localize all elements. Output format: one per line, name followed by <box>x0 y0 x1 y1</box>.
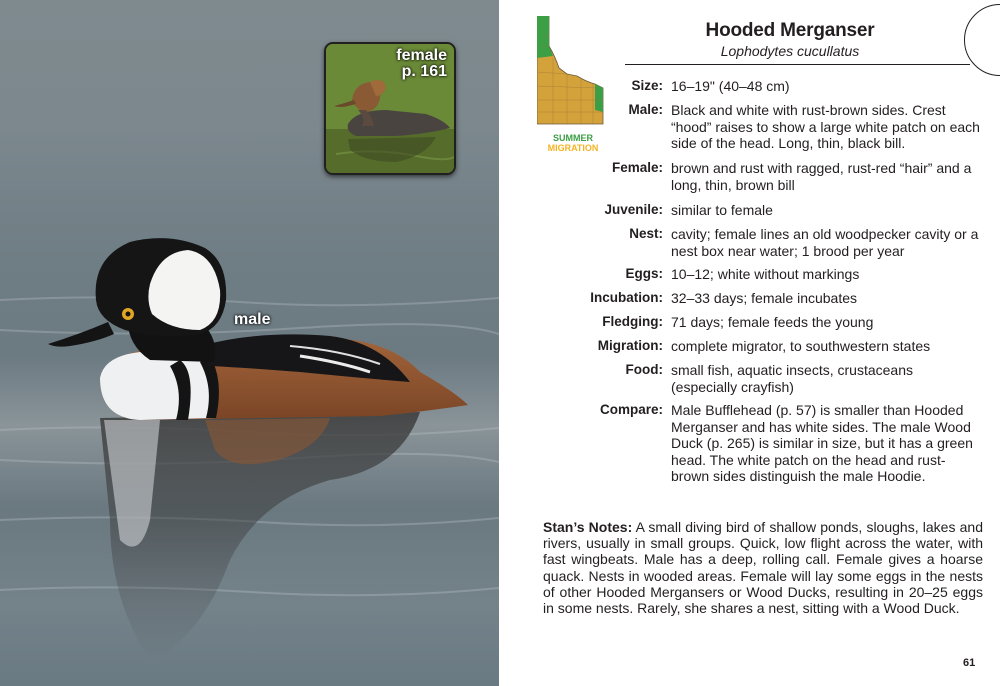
text-page <box>501 0 1000 686</box>
female-reference-label <box>396 48 447 80</box>
photo-page <box>0 0 499 686</box>
color-tab-indicator <box>964 4 1000 76</box>
fact-value: Black and white with rust-brown sides. Crest “hood” raises to show a large white patch on each side of the head. Long, thin, black bill. <box>671 102 980 151</box>
species-common-name: Hooded Merganser <box>705 20 875 41</box>
fact-value: brown and rust with ragged, rust-red “hair” and a long, thin, brown bill <box>671 160 972 193</box>
fact-label: Migration: <box>597 338 663 353</box>
fact-label: Food: <box>625 362 663 377</box>
legend-migration: MIGRATION <box>547 143 599 153</box>
fact-label: Fledging: <box>602 314 663 329</box>
fact-value: small fish, aquatic insects, crustaceans (especially crayfish) <box>671 362 913 395</box>
fact-label: Eggs: <box>625 266 663 281</box>
female-label-text: female <box>396 47 447 64</box>
notes-label: Stan’s Notes: <box>543 519 633 535</box>
map-legend <box>537 133 609 153</box>
fact-value: complete migrator, to southwestern states <box>671 338 931 354</box>
male-photo-label: male <box>234 311 271 328</box>
female-inset-photo <box>324 42 456 175</box>
page-number: 61 <box>963 657 976 669</box>
notes-text: A small diving bird of shallow ponds, sloughs, lakes and rivers, usually in small groups. Quick, low flight across the water, with fast wingbeats. Male has a deep, rolling call. Female gives a hoarse quack. Nests in wooded areas. Female will lay some eggs in the nests of other Hooded Mergansers or Wood Ducks, resulting in 20–25 eggs in some nests. Rarely, she shares a nest, sitting with a Wood Duck. <box>543 519 983 617</box>
fact-label: Male: <box>628 102 663 117</box>
fact-label: Juvenile: <box>604 202 663 217</box>
fact-value: 32–33 days; female incubates <box>671 290 858 306</box>
fact-label: Incubation: <box>590 290 663 305</box>
fact-value: Male Bufflehead (p. 57) is smaller than Hooded Merganser and has white sides. The male Wood Duck (p. 265) is similar in size, but it has a green head. The white patch on the head and rust-brown sides distinguish the male Hoodie. <box>671 402 973 484</box>
fact-value: cavity; female lines an old woodpecker cavity or a nest box near water; 1 brood per year <box>671 226 979 259</box>
stans-notes <box>543 519 983 616</box>
fact-label: Size: <box>631 78 663 93</box>
summer-range-north <box>537 16 553 58</box>
female-page-ref: p. 161 <box>401 63 447 80</box>
fact-value: 16–19" (40–48 cm) <box>671 78 790 94</box>
legend-summer: SUMMER <box>553 133 593 143</box>
fact-label: Female: <box>611 160 663 175</box>
species-scientific-name: Lophodytes cucullatus <box>720 43 860 59</box>
fact-value: 71 days; female feeds the young <box>671 314 874 330</box>
fact-value: similar to female <box>671 202 773 218</box>
fact-label: Nest: <box>629 226 663 241</box>
fact-label: Compare: <box>599 402 663 417</box>
title-rule <box>625 64 970 65</box>
fact-value: 10–12; white without markings <box>671 266 860 282</box>
